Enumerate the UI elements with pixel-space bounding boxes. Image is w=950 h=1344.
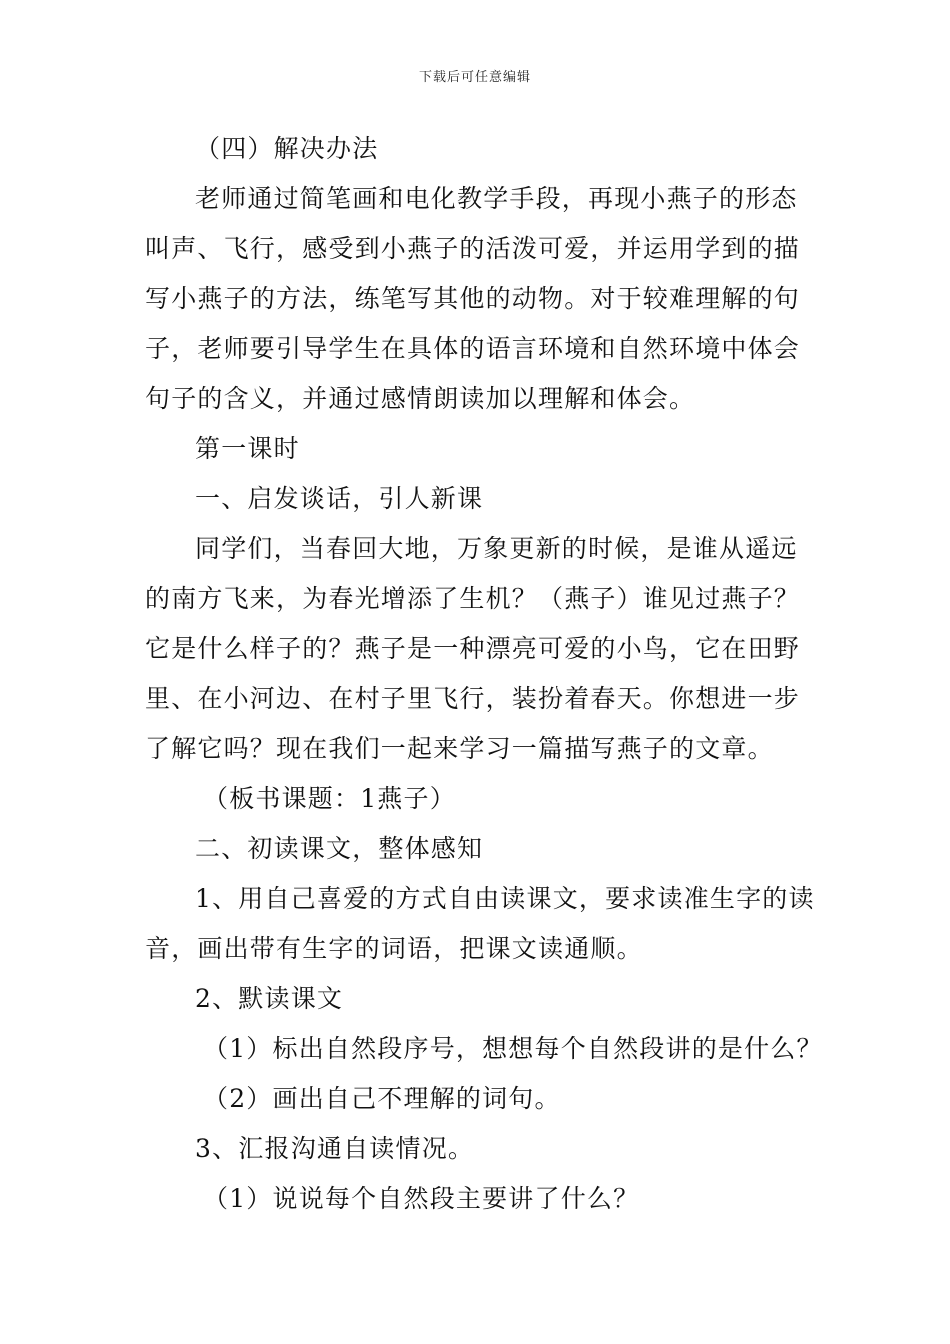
- paragraph-line: 子，老师要引导学生在具体的语言环境和自然环境中体会: [145, 334, 801, 363]
- paragraph-line: 里、在小河边、在村子里飞行，装扮着春天。你想进一步: [145, 684, 801, 713]
- paragraph-line: 同学们，当春回大地，万象更新的时候，是谁从遥远: [195, 534, 798, 563]
- sub-item-2: （2）画出自己不理解的词句。: [203, 1084, 561, 1113]
- paragraph-line: 句子的含义，并通过感情朗读加以理解和体会。: [145, 384, 696, 413]
- list-item-step-3: 3、汇报沟通自读情况。: [195, 1134, 475, 1163]
- page-header-note: 下载后可任意编辑: [418, 70, 531, 85]
- sub-item-1: （1）说说每个自然段主要讲了什么？: [203, 1184, 640, 1213]
- section-heading-first-reading: 二、初读课文，整体感知: [195, 834, 484, 863]
- blackboard-title-note: （板书课题：1燕子）: [203, 784, 456, 813]
- section-heading-solution: （四）解决办法: [195, 134, 379, 163]
- document-body: [145, 124, 823, 1224]
- paragraph-line: 叫声、飞行，感受到小燕子的活泼可爱，并运用学到的描: [145, 234, 801, 263]
- paragraph-line: 它是什么样子的？燕子是一种漂亮可爱的小鸟，它在田野: [145, 634, 801, 663]
- list-item-step-2: 2、默读课文: [195, 984, 344, 1013]
- paragraph-line: 音，画出带有生字的词语，把课文读通顺。: [145, 934, 643, 963]
- lesson-heading: 第一课时: [195, 434, 300, 463]
- paragraph-line: 写小燕子的方法，练笔写其他的动物。对于较难理解的句: [145, 284, 801, 313]
- sub-item-1: （1）标出自然段序号，想想每个自然段讲的是什么？: [203, 1034, 823, 1063]
- list-item-step-1: 1、用自己喜爱的方式自由读课文，要求读准生字的读: [195, 884, 815, 913]
- section-heading-intro: 一、启发谈话，引人新课: [195, 484, 484, 513]
- paragraph-line: 的南方飞来，为春光增添了生机？（燕子）谁见过燕子？: [145, 584, 801, 613]
- paragraph-line: 老师通过简笔画和电化教学手段，再现小燕子的形态: [195, 184, 798, 213]
- paragraph-line: 了解它吗？现在我们一起来学习一篇描写燕子的文章。: [145, 734, 774, 763]
